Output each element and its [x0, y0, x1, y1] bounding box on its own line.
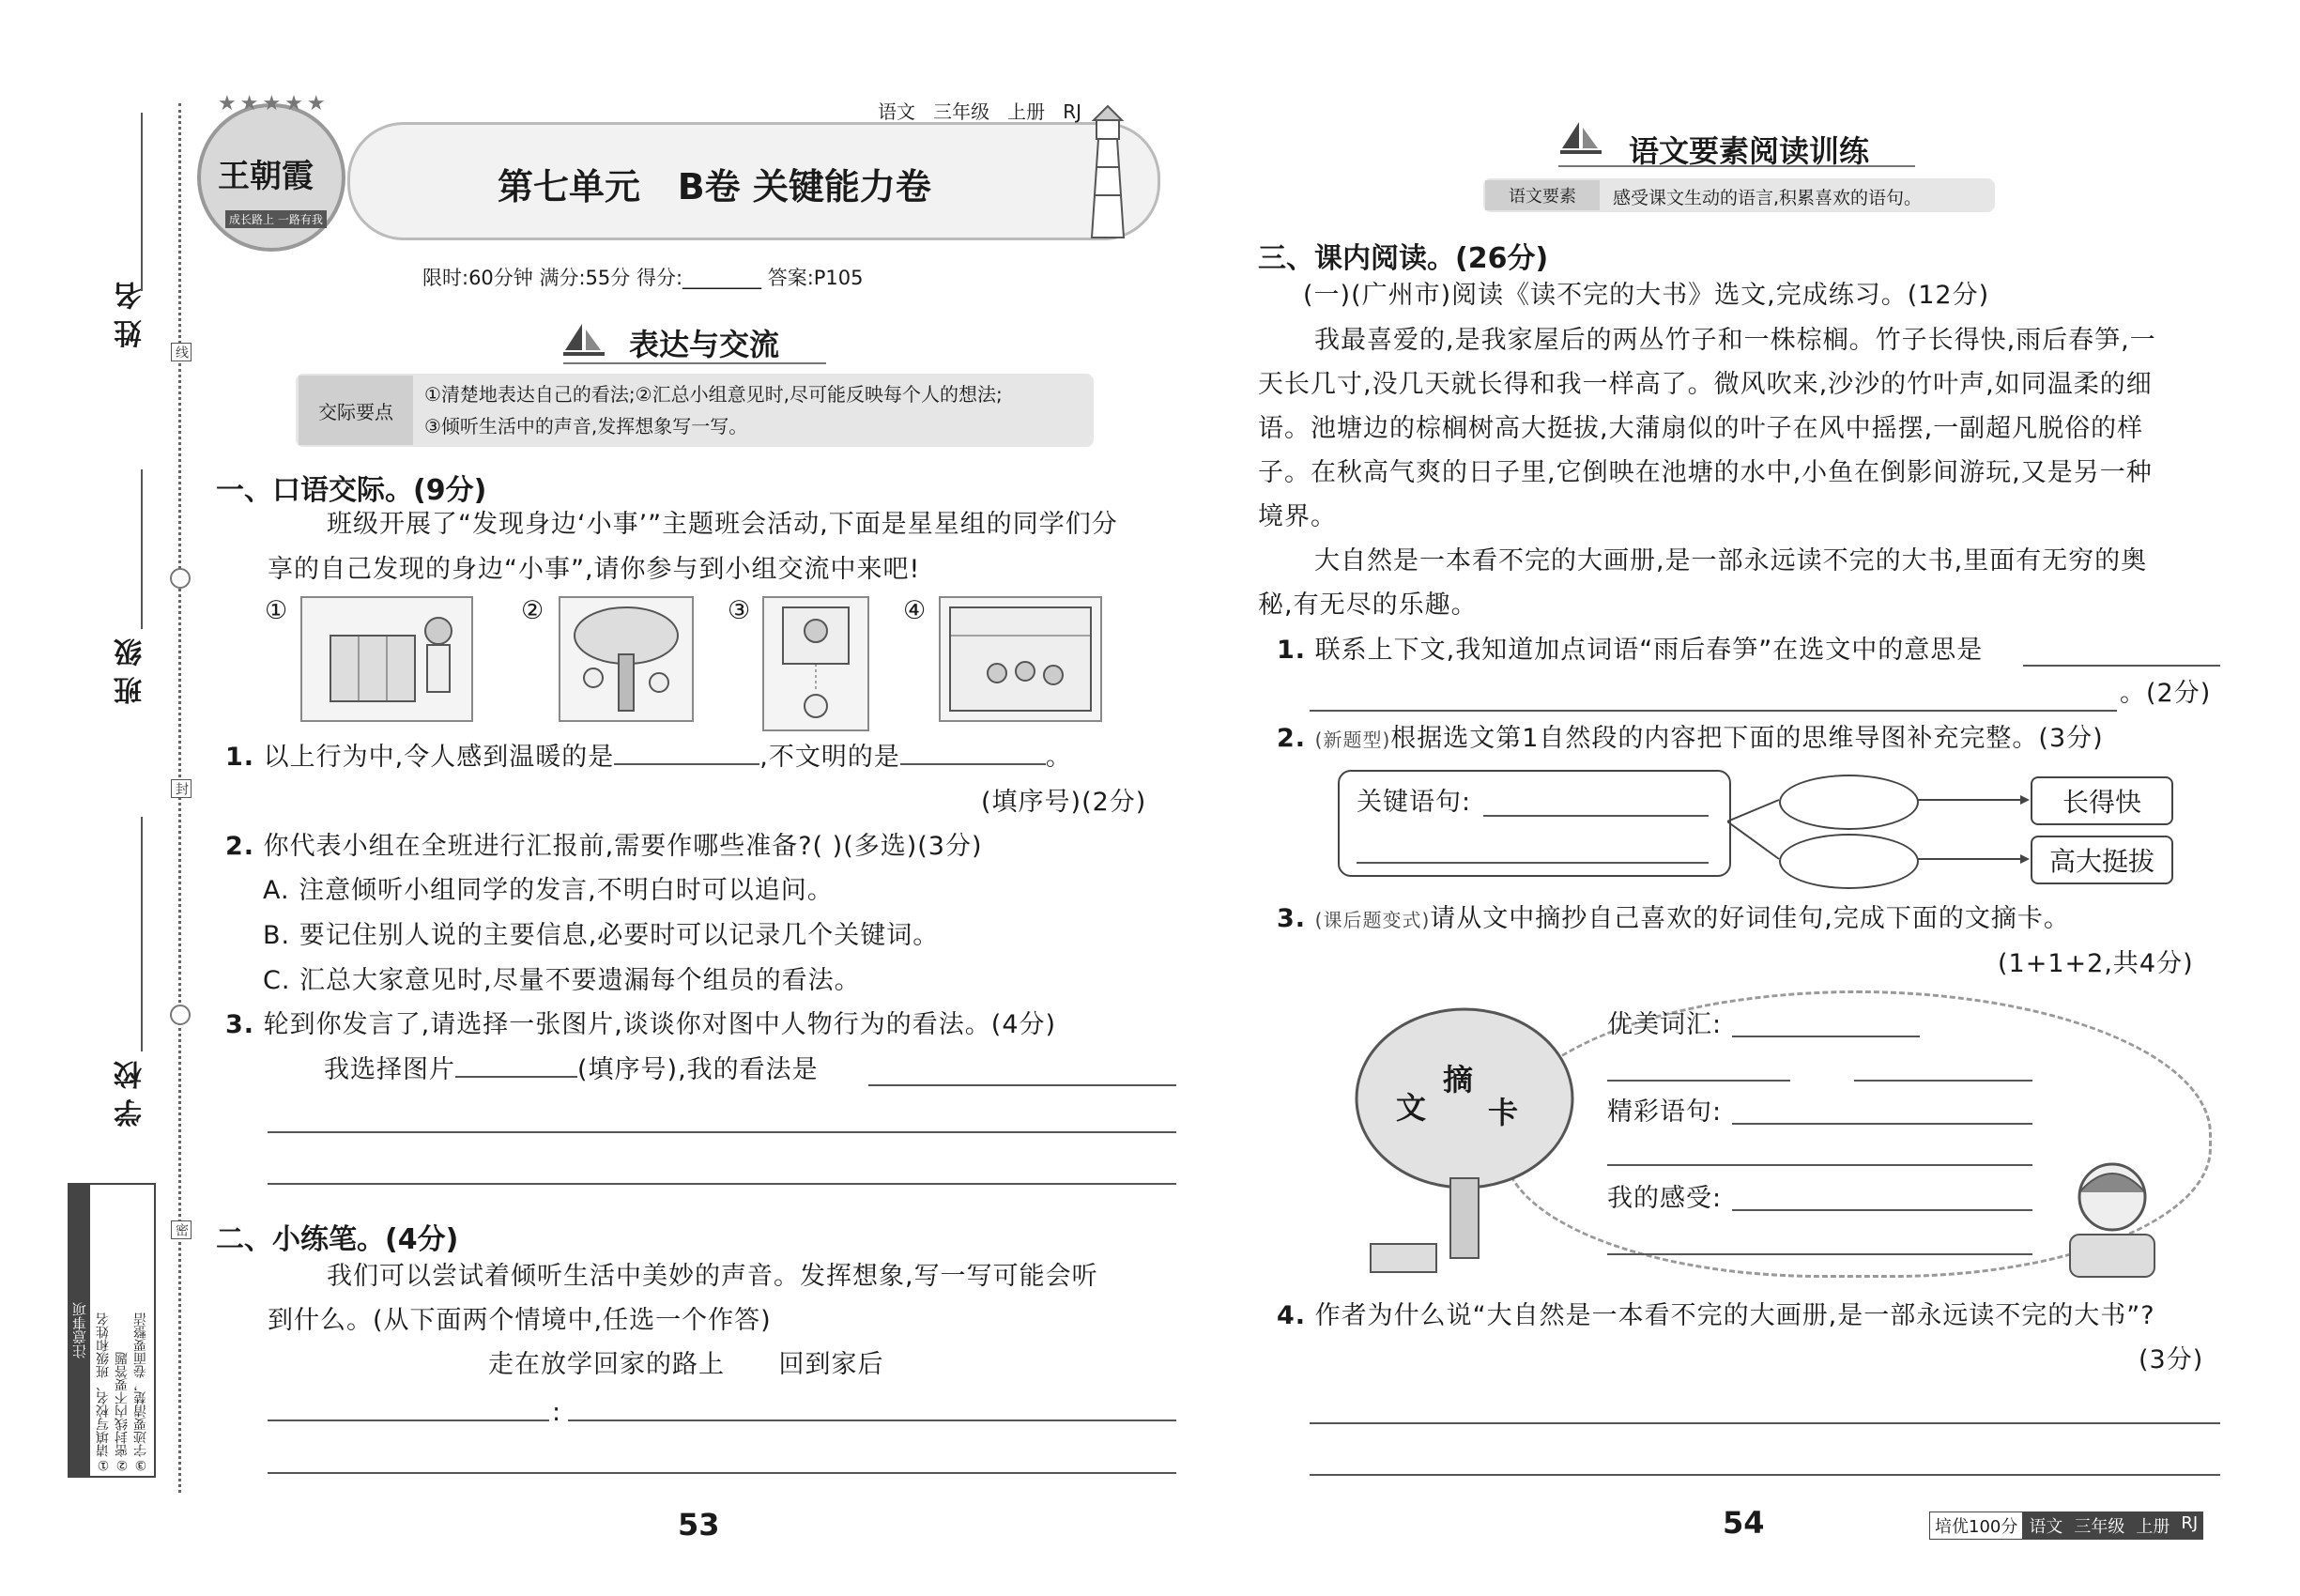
q3-number: 3.: [225, 1010, 255, 1039]
card-char-3: 卡: [1488, 1095, 1519, 1130]
bind-mark-secret: 密: [171, 1220, 192, 1239]
q3-answer-line-3[interactable]: [268, 1183, 1176, 1185]
tree-illustration: [1352, 1005, 1587, 1286]
element-text: 感受课文生动的语言,积累喜欢的语句。: [1613, 188, 1923, 208]
card-vocab-blank-3[interactable]: [1854, 1080, 2032, 1082]
mindmap-result-1: [2031, 776, 2173, 825]
q2: [225, 831, 983, 863]
element-tag: [1485, 180, 1600, 210]
part2-text-line-1: 我们可以尝试着倾听生活中美妙的声音。发挥想象,写一写可能会听: [327, 1262, 1098, 1291]
picture-4-bus-queue: [939, 596, 1102, 722]
logo-stars: ★★★★★: [218, 92, 330, 115]
r-q2: [1277, 723, 2104, 756]
card-sentence-blank-2[interactable]: [1607, 1164, 2032, 1166]
card-field-sentence: 精彩语句:: [1607, 1097, 1723, 1127]
picture-3-icon: [764, 598, 867, 729]
q3: [225, 1009, 1056, 1041]
mindmap-oval-2[interactable]: [1779, 834, 1919, 889]
q2-option-c[interactable]: C. 汇总大家意见时,尽量不要遗漏每个组员的看法。: [263, 966, 861, 995]
passage-p1-line-1: 我最喜爱的,是我家屋后的两丛竹子和一株棕榈。竹子长得快,雨后春笋,一: [1314, 326, 2156, 355]
r-q4-score: (3分): [2139, 1345, 2204, 1374]
r-q1-blank-2[interactable]: [1310, 710, 2117, 712]
q1-blank-warm[interactable]: [614, 763, 759, 765]
section-heading-reading: 语文要素阅读训练: [1629, 133, 1870, 169]
pic-label-3: ③: [728, 596, 752, 625]
part2-answer-line-2[interactable]: [268, 1472, 1176, 1474]
r-q3-score: (1+1+2,共4分): [1998, 949, 2194, 978]
card-feeling-blank-1[interactable]: [1732, 1209, 2032, 1211]
r-q1-number: 1.: [1277, 636, 1307, 665]
q1-text-c: 。: [1045, 743, 1072, 772]
header-meta: [878, 99, 1081, 125]
header-subject: 语文: [878, 100, 915, 123]
q1-text-b: ,不文明的是: [759, 743, 900, 772]
passage-intro: (一)(广州市)阅读《读不完的大书》选文,完成练习。(12分): [1303, 281, 1990, 310]
exam-info: 限时:60分钟 满分:55分 得分:________ 答案:P105: [422, 267, 864, 289]
r-q1-blank-1[interactable]: [2023, 665, 2220, 667]
school-label: 学 校: [115, 1061, 147, 1128]
part2-options: 走在放学回家的路上 回到家后: [488, 1350, 884, 1379]
footer-subject: 语文: [2023, 1512, 2068, 1540]
notes-title: 注意事项: [69, 1185, 90, 1476]
key-points-line-2: ③倾听生活中的声音,发挥想象写一写。: [424, 415, 748, 437]
r-q4-number: 4.: [1277, 1301, 1307, 1330]
part1-intro-line-1: 班级开展了“发现身边‘小事’”主题班会活动,下面是星星组的同学们分: [327, 510, 1118, 539]
logo-subtitle: 成长路上 一路有我: [225, 210, 327, 228]
pic-label-1: ①: [265, 596, 289, 625]
part2-colon: :: [552, 1398, 562, 1427]
r-q3: [1277, 903, 2070, 936]
q3-answer-line-1[interactable]: [868, 1084, 1176, 1086]
r-q2-tag: (新题型): [1314, 729, 1391, 751]
passage-p1-line-3: 语。池塘边的棕榈树高大挺拔,大蒲扇似的叶子在风中摇摆,一副超凡脱俗的样: [1258, 414, 2144, 443]
r-q4-answer-line-2[interactable]: [1310, 1474, 2220, 1476]
section-heading-expression: 表达与交流: [629, 327, 780, 362]
q2-text: 你代表小组在全班进行汇报前,需要作哪些准备?( )(多选)(3分): [263, 832, 983, 861]
r-q2-number: 2.: [1277, 724, 1307, 753]
class-label: 班 级: [115, 638, 147, 705]
q1-number: 1.: [225, 743, 255, 772]
card-field-feeling: 我的感受:: [1607, 1184, 1723, 1213]
q1-score: (填序号)(2分): [981, 788, 1147, 817]
sailboat-icon-right: [1558, 120, 1603, 158]
note-item-1: ①请填写校名、班级和姓名: [96, 1312, 111, 1472]
publisher-logo: [197, 103, 345, 252]
mindmap-oval-1[interactable]: [1779, 775, 1919, 830]
picture-1-icon: [302, 598, 471, 720]
binding-hole-bottom: [170, 1005, 191, 1025]
key-points-tag: [299, 376, 413, 445]
r-q1-text: 联系上下文,我知道加点词语“雨后春笋”在选文中的意思是: [1314, 636, 1984, 665]
note-item-3: ③字迹要清楚，卷面要整洁: [133, 1312, 148, 1472]
logo-text: 王朝霞: [218, 158, 314, 195]
class-blank: [141, 469, 143, 629]
q2-option-b[interactable]: B. 要记住别人说的主要信息,必要时可以记录几个关键词。: [263, 921, 940, 950]
q1-blank-uncivil[interactable]: [900, 763, 1046, 765]
q2-number: 2.: [225, 832, 255, 861]
q1-left: [225, 742, 1072, 774]
card-vocab-blank-1[interactable]: [1732, 1036, 1920, 1037]
school-blank: [141, 817, 143, 1051]
card-char-1: 文: [1396, 1090, 1427, 1126]
unit-title: 第七单元 B卷 关键能力卷: [498, 166, 931, 207]
footer-edition: RJ: [2175, 1512, 2203, 1540]
name-blank: [141, 113, 143, 291]
header-edition: RJ: [1063, 100, 1082, 123]
picture-4-icon: [941, 598, 1100, 720]
q3-fill-b: (填序号),我的看法是: [577, 1055, 819, 1084]
part3-title: 三、课内阅读。(26分): [1258, 242, 1549, 275]
picture-1-recycling-bins: [300, 596, 473, 722]
section-underline: [563, 362, 826, 364]
name-label: 姓 名: [115, 282, 147, 348]
part2-title: 二、小练笔。(4分): [216, 1223, 459, 1256]
bind-mark-seal: 封: [171, 779, 192, 798]
key-points-line-1: ①清楚地表达自己的看法;②汇总小组意见时,尽可能反映每个人的想法;: [424, 383, 1003, 406]
element-tag-text: 语文要素: [1509, 187, 1576, 207]
section-underline-right: [1558, 165, 1915, 167]
notes-box: [68, 1183, 156, 1478]
r-q4-answer-line-1[interactable]: [1310, 1422, 2220, 1424]
picture-2-icon: [560, 598, 692, 720]
q1-text-a: 以上行为中,令人感到温暖的是: [263, 743, 615, 772]
card-vocab-blank-2[interactable]: [1607, 1080, 1790, 1082]
footer-volume: 上册: [2130, 1512, 2175, 1540]
pic-label-4: ④: [903, 596, 928, 625]
r-q4-text: 作者为什么说“大自然是一本看不完的大画册,是一部永远读不完的大书”?: [1314, 1301, 2155, 1330]
mindmap-blank-1[interactable]: [1483, 815, 1709, 817]
passage-p1-line-5: 境界。: [1258, 502, 1337, 531]
r-q2-text: 根据选文第1自然段的内容把下面的思维导图补充完整。(3分): [1390, 724, 2104, 753]
mindmap-result-1-text: 长得快: [2062, 787, 2141, 818]
part2-answer-line-1[interactable]: [568, 1420, 1176, 1421]
q3-fill-a: 我选择图片: [324, 1055, 455, 1084]
part2-text-line-2: 到什么。(从下面两个情境中,任选一个作答): [268, 1306, 772, 1335]
note-item-2: ②密封线内不要答题: [115, 1352, 130, 1472]
card-feeling-blank-2[interactable]: [1607, 1253, 2032, 1255]
key-points-tag-text: 交际要点: [318, 400, 393, 423]
pic-label-2: ②: [521, 596, 545, 625]
passage-p2-line-2: 秘,有无尽的乐趣。: [1258, 591, 1478, 620]
page-number-right: 54: [1723, 1505, 1765, 1541]
footer-grade: 三年级: [2068, 1512, 2130, 1540]
r-q3-text: 请从文中摘抄自己喜欢的好词佳句,完成下面的文摘卡。: [1430, 904, 2070, 933]
bind-mark-line: 线: [171, 343, 192, 361]
picture-2-tree-climbing: [559, 596, 694, 722]
passage-p1-line-4: 子。在秋高气爽的日子里,它倒映在池塘的水中,小鱼在倒影间游玩,又是另一种: [1258, 458, 2153, 487]
page-number-left: 53: [678, 1507, 720, 1542]
passage-p2-line-1: 大自然是一本看不完的大画册,是一部永远读不完的大书,里面有无穷的奥: [1314, 546, 2148, 575]
footer-series-name: 培优100分: [1929, 1512, 2023, 1540]
passage-p1-line-2: 天长几寸,没几天就长得和我一样高了。微风吹来,沙沙的竹叶声,如同温柔的细: [1258, 370, 2153, 399]
part2-scene-line[interactable]: [268, 1420, 549, 1421]
r-q1: [1277, 635, 1983, 667]
binding-hole-top: [170, 568, 191, 589]
card-sentence-blank-1[interactable]: [1732, 1123, 2032, 1125]
card-field-vocab: 优美词汇:: [1607, 1010, 1723, 1039]
header-volume: 上册: [1007, 100, 1046, 123]
q2-option-a[interactable]: A. 注意倾听小组同学的发言,不明白时可以追问。: [263, 876, 834, 905]
mindmap-result-2: [2031, 836, 2173, 884]
q3-answer-line-2[interactable]: [268, 1131, 1176, 1133]
q3-text: 轮到你发言了,请选择一张图片,谈谈你对图中人物行为的看法。(4分): [263, 1010, 1057, 1039]
lighthouse-icon: [1084, 101, 1131, 242]
mindmap-label: 关键语句:: [1357, 788, 1472, 817]
header-grade: 三年级: [933, 100, 990, 123]
q3-fill: [324, 1054, 819, 1086]
part1-title: 一、口语交际。(9分): [216, 474, 487, 507]
boy-reading-illustration: [2042, 1155, 2183, 1286]
r-q3-tag: (课后题变式): [1314, 909, 1431, 931]
r-q4: [1277, 1300, 2155, 1332]
part1-intro-line-2: 享的自己发现的身边“小事”,请你参与到小组交流中来吧!: [268, 555, 921, 584]
mindmap-result-2-text: 高大挺拔: [2048, 846, 2154, 877]
footer-series: [1929, 1512, 2203, 1540]
mindmap-blank-2[interactable]: [1357, 862, 1709, 864]
picture-3-window-watering: [762, 596, 869, 731]
q3-blank-picture[interactable]: [455, 1076, 577, 1078]
card-char-2: 摘: [1443, 1062, 1474, 1097]
sailboat-icon: [561, 322, 606, 360]
r-q3-number: 3.: [1277, 904, 1307, 933]
r-q1-score: 。(2分): [2120, 679, 2212, 708]
binding-dotted-line: [178, 103, 181, 1493]
